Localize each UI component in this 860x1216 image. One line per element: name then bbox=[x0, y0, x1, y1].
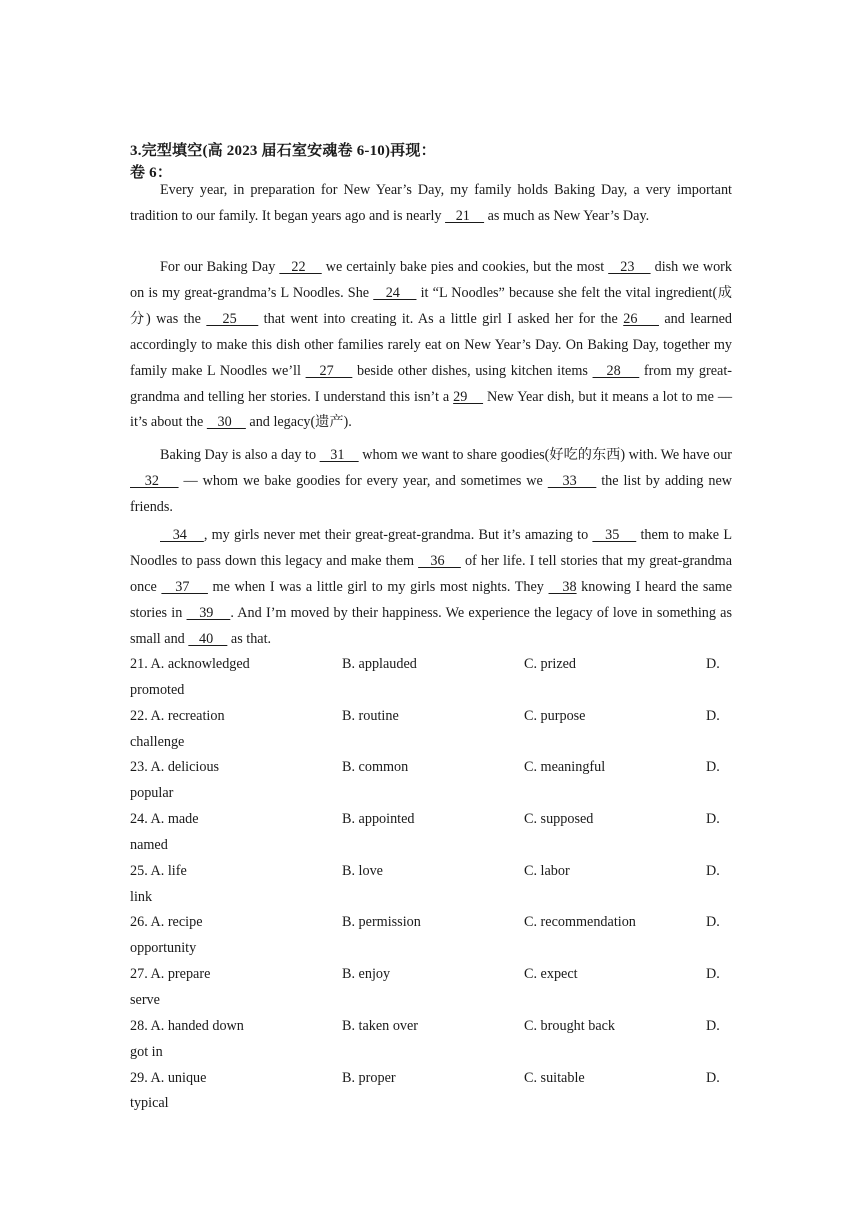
passage-text: that went into creating it. As a little girl I asked her for the bbox=[258, 310, 624, 327]
passage-text: dish we work on is my great-grandma’s L Noodles. She bbox=[130, 259, 733, 301]
blank-number: 32 bbox=[130, 472, 179, 489]
option-a: 21. A. acknowledged bbox=[130, 656, 250, 672]
blank-number: 26 bbox=[623, 310, 659, 327]
passage-text: For our Baking Day bbox=[160, 259, 280, 275]
passage-text: as that. bbox=[227, 630, 272, 647]
option-c: C. brought back bbox=[524, 1017, 616, 1034]
option-d-label: D. bbox=[706, 759, 720, 776]
passage-text: whom we want to share goodies(好吃的东西) with. We have our bbox=[358, 447, 733, 463]
option-b: B. appointed bbox=[342, 811, 415, 828]
passage-text: them to make L Noodles to pass down this legacy and make them bbox=[130, 527, 732, 569]
question-row bbox=[130, 704, 732, 756]
blank-number: 38 bbox=[548, 578, 577, 595]
blank-number: 21 bbox=[445, 207, 485, 224]
option-b: B. routine bbox=[342, 707, 399, 724]
option-d-label: D. bbox=[706, 862, 720, 879]
question-row bbox=[130, 807, 732, 859]
option-b: B. love bbox=[342, 862, 383, 879]
passage-text: of her life. I tell stories that my great-grandma once bbox=[130, 552, 732, 595]
option-d-text: opportunity bbox=[130, 940, 197, 957]
option-d-label: D. bbox=[706, 707, 720, 724]
option-c: C. expect bbox=[524, 966, 578, 983]
passage-text: we certainly bake pies and cookies, but the most bbox=[321, 259, 609, 275]
passage-text: knowing I heard the same stories in bbox=[130, 578, 733, 621]
passage-paragraph-3 bbox=[130, 443, 732, 521]
blank-number: 33 bbox=[547, 472, 597, 489]
blank-number: 31 bbox=[319, 447, 359, 463]
option-c: C. supposed bbox=[524, 811, 594, 828]
option-a: 27. A. prepare bbox=[130, 966, 211, 983]
passage-text: New Year dish, but it means a lot to me — it’s about the bbox=[130, 388, 733, 431]
option-b: B. taken over bbox=[342, 1017, 419, 1034]
option-d-label: D. bbox=[706, 1017, 720, 1034]
option-d-text: named bbox=[130, 836, 168, 853]
passage-paragraph-1 bbox=[130, 178, 732, 230]
question-row bbox=[130, 755, 732, 807]
passage-text: it “L Noodles” because she felt the vital ingredient(成分) was the bbox=[130, 284, 732, 327]
option-a: 22. A. recreation bbox=[130, 707, 225, 724]
passage-text: and learned accordingly to make this dish other families rarely eat on New Year’s Day. On Baking Day, together my family make L Noodles we’ll bbox=[130, 310, 732, 379]
option-b: B. permission bbox=[342, 914, 421, 931]
option-d-label: D. bbox=[706, 811, 720, 828]
passage-paragraph-2 bbox=[130, 255, 732, 436]
option-a: 25. A. life bbox=[130, 862, 187, 879]
blank-number: 22 bbox=[279, 259, 322, 275]
option-c: C. purpose bbox=[524, 707, 586, 724]
option-a: 29. A. unique bbox=[130, 1069, 207, 1086]
blank-number: 23 bbox=[608, 259, 651, 275]
option-d-text: promoted bbox=[130, 681, 185, 698]
blank-number: 25 bbox=[206, 310, 259, 327]
blank-number: 28 bbox=[592, 362, 640, 379]
blank-number: 36 bbox=[418, 552, 461, 569]
section-subtitle: 卷 6： bbox=[130, 165, 173, 181]
question-row bbox=[130, 962, 732, 1014]
option-a: 23. A. delicious bbox=[130, 759, 220, 776]
option-c: C. meaningful bbox=[524, 759, 606, 776]
option-b: B. common bbox=[342, 759, 409, 776]
question-row bbox=[130, 910, 732, 962]
option-d-text: typical bbox=[130, 1095, 169, 1112]
blank-number: 29 bbox=[453, 388, 484, 405]
option-b: B. applauded bbox=[342, 656, 417, 672]
option-d-label: D. bbox=[706, 914, 720, 931]
passage-text: as much as New Year’s Day. bbox=[484, 207, 650, 224]
blank-number: 40 bbox=[188, 630, 228, 647]
passage-text: . And I’m moved by their happiness. We experience the legacy of love in something as small and bbox=[130, 604, 732, 647]
option-d-text: got in bbox=[130, 1043, 163, 1060]
passage-paragraph-4 bbox=[130, 523, 732, 653]
passage-text: the list by adding new friends. bbox=[130, 472, 732, 515]
blank-number: 24 bbox=[373, 284, 417, 301]
option-a: 26. A. recipe bbox=[130, 914, 203, 931]
option-d-text: popular bbox=[130, 785, 174, 802]
option-c: C. recommendation bbox=[524, 914, 636, 931]
option-c: C. labor bbox=[524, 862, 570, 879]
option-c: C. prized bbox=[524, 656, 577, 672]
passage-text: Baking Day is also a day to bbox=[160, 447, 320, 463]
blank-number: 39 bbox=[186, 604, 231, 621]
question-row bbox=[130, 1066, 732, 1118]
option-b: B. proper bbox=[342, 1069, 396, 1086]
blank-number: 37 bbox=[161, 578, 208, 595]
question-row bbox=[130, 859, 732, 911]
blank-number: 30 bbox=[206, 414, 246, 431]
question-row bbox=[130, 652, 732, 704]
blank-number: 35 bbox=[592, 527, 637, 543]
option-b: B. enjoy bbox=[342, 966, 391, 983]
option-d-label: D. bbox=[706, 966, 720, 983]
option-c: C. suitable bbox=[524, 1069, 585, 1086]
blank-number: 27 bbox=[305, 362, 353, 379]
option-a: 28. A. handed down bbox=[130, 1017, 244, 1034]
blank-number: 34 bbox=[160, 527, 204, 543]
passage-text: and legacy(遗产). bbox=[245, 414, 352, 431]
option-d-text: link bbox=[130, 888, 153, 905]
passage-text: from my great-grandma and telling her stories. I understand this isn’t a bbox=[130, 362, 733, 405]
option-a: 24. A. made bbox=[130, 811, 199, 828]
passage-text: — whom we bake goodies for every year, and sometimes we bbox=[178, 472, 548, 489]
passage-text: me when I was a little girl to my girls most nights. They bbox=[207, 578, 549, 595]
answer-options bbox=[130, 652, 732, 1117]
passage-text: , my girls never met their great-great-grandma. But it’s amazing to bbox=[203, 527, 593, 543]
option-d-text: challenge bbox=[130, 733, 185, 750]
passage-text: Every year, in preparation for New Year’s Day, my family holds Baking Day, a very important tradition to our family. It began years ago and is nearly bbox=[130, 182, 732, 224]
option-d-label: D. bbox=[706, 656, 720, 672]
question-row bbox=[130, 1014, 732, 1066]
section-title: 3.完型填空(高 2023 届石室安魂卷 6-10)再现： bbox=[130, 143, 436, 159]
option-d-label: D. bbox=[706, 1069, 720, 1086]
passage-text: beside other dishes, using kitchen items bbox=[352, 362, 593, 379]
option-d-text: serve bbox=[130, 992, 160, 1009]
